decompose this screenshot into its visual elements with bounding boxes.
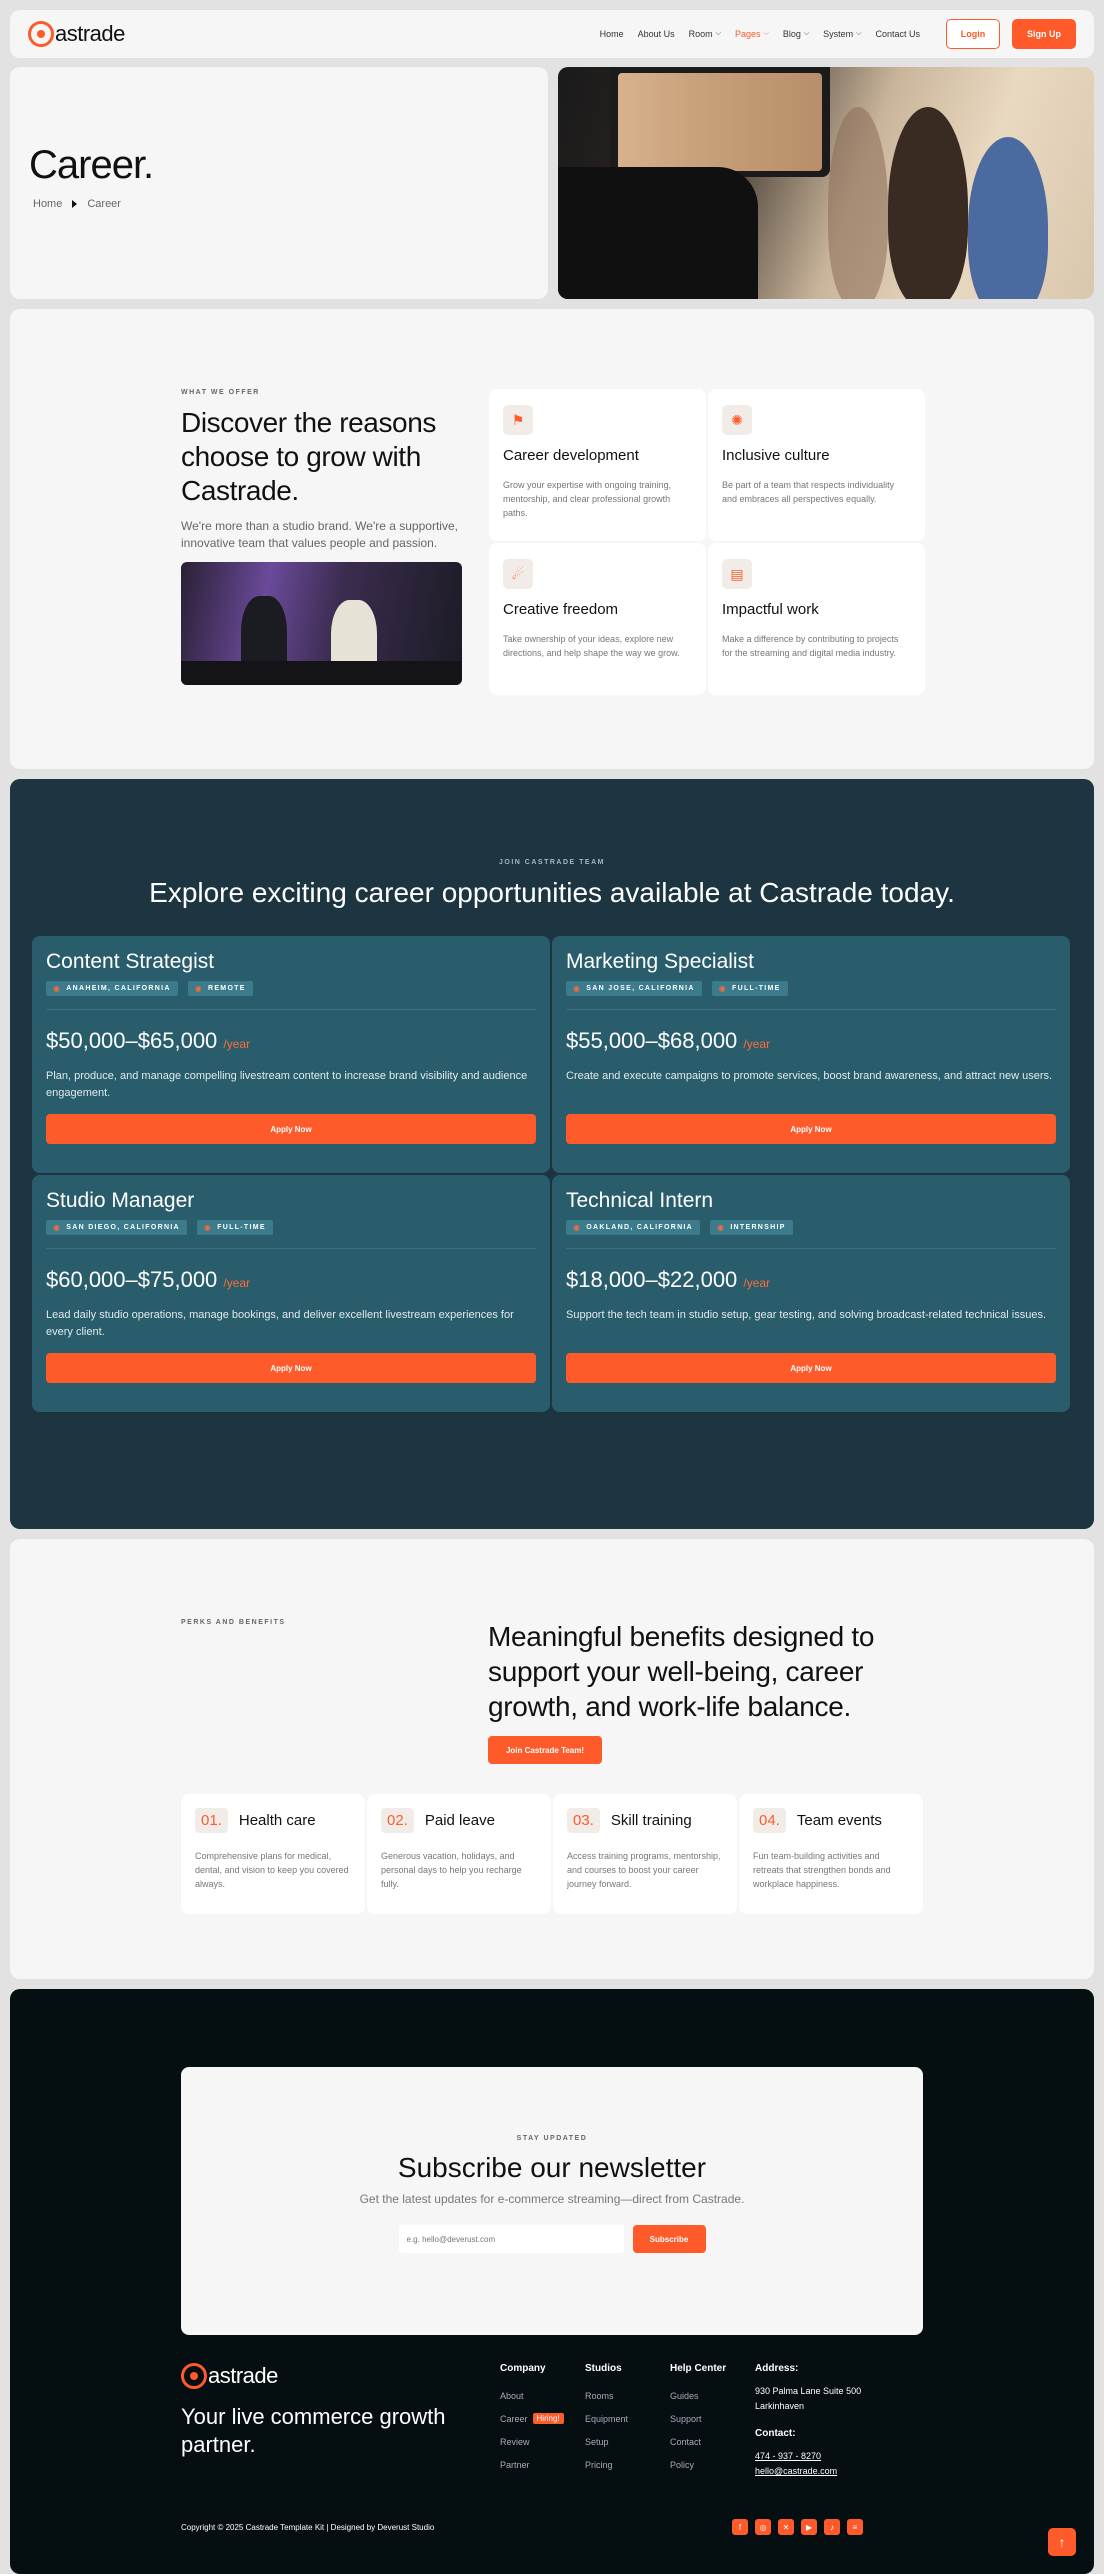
benefit-title: Paid leave [424, 1812, 495, 1829]
site-footer [10, 1989, 1094, 2574]
benefits-title: Meaningful benefits designed to support your well-being, career growth, and work-life balance. [488, 1621, 875, 1722]
scroll-to-top-button[interactable]: ↑ [1048, 2528, 1076, 2556]
footer-columns [500, 2363, 755, 2479]
apply-now-button[interactable]: Apply Now [46, 1114, 536, 1144]
newsletter-email-input[interactable] [399, 2225, 624, 2253]
briefcase-icon: ◉ [717, 1223, 726, 1232]
footer-link-label: Policy [670, 2459, 695, 2470]
offer-cards [489, 389, 925, 769]
footer-link-label: Contact [670, 2436, 702, 2447]
nav-link-contact-us[interactable] [875, 29, 920, 39]
offer-title: Discover the reasons choose to grow with Castrade. [181, 407, 437, 506]
job-title: Studio Manager [46, 1189, 195, 1212]
newsletter-kicker: STAY UPDATED [516, 2135, 588, 2142]
location-label: ANAHEIM, CALIFORNIA [66, 985, 171, 992]
location-tag [46, 1220, 187, 1235]
job-type-label: FULL-TIME [732, 985, 781, 992]
benefit-text: Fun team-building activities and retreats that strengthen bonds and workplace happiness. [753, 1851, 891, 1889]
hero-text [10, 67, 548, 299]
location-pin-icon: ◉ [53, 1223, 62, 1232]
job-salary [46, 1267, 536, 1293]
offer-intro [181, 389, 462, 769]
offer-card-title: Career development [503, 447, 639, 464]
footer-link-label: Partner [500, 2459, 530, 2470]
footer-links-row [181, 2363, 923, 2479]
careers-kicker: JOIN CASTRADE TEAM [499, 859, 605, 866]
benefit-number: 03. [567, 1808, 600, 1833]
job-divider [46, 1009, 536, 1010]
aperture-icon: ✺ [722, 405, 752, 435]
x-icon[interactable]: ✕ [778, 2519, 794, 2535]
offer-card-text: Grow your expertise with ongoing training, mentorship, and clear professional growth paths. [503, 480, 672, 518]
salary-range: $50,000–$65,000 [46, 1028, 218, 1053]
footer-link[interactable] [500, 2384, 585, 2407]
logo-mark-icon [28, 21, 54, 47]
footer-contact [755, 2363, 905, 2479]
footer-link[interactable] [500, 2430, 585, 2453]
footer-link-label: Rooms [585, 2390, 614, 2401]
address-text: 930 Palma Lane Suite 500 Larkinhaven [755, 2386, 862, 2411]
nav-link-room[interactable] [689, 29, 721, 39]
footer-link[interactable] [670, 2430, 755, 2453]
chevron-down-icon: ⌵ [763, 30, 769, 37]
footer-link[interactable] [670, 2453, 755, 2476]
offer-card-title: Inclusive culture [722, 447, 830, 464]
nav-links [600, 29, 920, 39]
person-figure [828, 107, 888, 299]
satellite-icon: ☄ [503, 559, 533, 589]
footer-link-label: Support [670, 2413, 702, 2424]
page-title: Career. [29, 143, 154, 187]
benefit-text: Comprehensive plans for medical, dental, and vision to keep you covered always. [195, 1851, 349, 1889]
newsletter-form [181, 2225, 923, 2253]
person-figure [968, 137, 1048, 299]
location-tag [566, 1220, 700, 1235]
job-salary [566, 1267, 1056, 1293]
footer-link-label: Setup [585, 2436, 609, 2447]
nav-link-label: Room [688, 29, 713, 39]
job-type-label: REMOTE [207, 985, 246, 992]
logo-mark-icon [181, 2363, 207, 2389]
benefit-title: Skill training [610, 1812, 692, 1829]
footer-link-list [500, 2384, 585, 2476]
camera-body [558, 167, 758, 299]
apply-now-button[interactable]: Apply Now [566, 1114, 1056, 1144]
footer-link-label: Guides [670, 2390, 699, 2401]
benefit-text: Access training programs, mentorship, and courses to boost your career journey forward. [567, 1851, 721, 1889]
footer-column-heading: Help Center [670, 2363, 727, 2374]
briefcase-icon: ◉ [718, 984, 728, 993]
contact-heading: Contact: [755, 2428, 796, 2439]
footer-link[interactable] [670, 2384, 755, 2407]
benefit-title: Health care [238, 1812, 316, 1829]
job-type-label: FULL-TIME [217, 1224, 266, 1231]
location-tag [46, 981, 178, 996]
offer-card-text: Be part of a team that respects individuality and embraces all perspectives equally. [722, 480, 895, 504]
location-label: OAKLAND, CALIFORNIA [586, 1224, 694, 1231]
job-tags [46, 981, 536, 996]
benefit-number: 01. [195, 1808, 228, 1833]
person-figure [888, 107, 968, 299]
job-type-tag [712, 981, 788, 996]
top-navbar [10, 10, 1094, 58]
team-photo [181, 562, 462, 685]
job-divider [46, 1248, 536, 1249]
job-card [552, 936, 1070, 1173]
job-type-tag [188, 981, 253, 996]
footer-link[interactable] [585, 2384, 670, 2407]
address-heading: Address: [755, 2363, 799, 2374]
job-title: Marketing Specialist [566, 950, 754, 973]
location-pin-icon: ◉ [573, 1223, 582, 1232]
footer-column-help-center [670, 2363, 755, 2479]
benefit-header [381, 1808, 537, 1833]
chevron-down-icon: ⌵ [715, 30, 721, 37]
benefits-left [181, 1619, 488, 1764]
job-salary [46, 1028, 536, 1054]
salary-period: /year [743, 1276, 771, 1290]
careers-title: Explore exciting career opportunities available at Castrade today. [149, 877, 955, 908]
location-pin-icon: ◉ [53, 984, 62, 993]
footer-link-label: About [500, 2390, 524, 2401]
footer-link-label: Equipment [585, 2413, 629, 2424]
footer-link-label: Career [500, 2413, 528, 2424]
salary-period: /year [743, 1037, 771, 1051]
benefit-number: 02. [381, 1808, 414, 1833]
job-salary [566, 1028, 1056, 1054]
apply-now-button[interactable]: Apply Now [46, 1353, 536, 1383]
briefcase-icon: ◉ [194, 984, 203, 993]
youtube-icon[interactable]: ▶ [801, 2519, 817, 2535]
salary-range: $55,000–$68,000 [566, 1028, 738, 1053]
auth-buttons [946, 19, 1076, 49]
job-list [32, 936, 1072, 1412]
offer-card-text: Take ownership of your ideas, explore new directions, and help shape the way we grow. [503, 634, 680, 658]
benefit-card [739, 1794, 923, 1914]
footer-column-studios [585, 2363, 670, 2479]
nav-link-label: Contact Us [875, 29, 920, 39]
newsletter-box [181, 2067, 923, 2335]
job-type-label: INTERNSHIP [730, 1224, 786, 1231]
benefit-header [753, 1808, 909, 1833]
footer-link[interactable] [670, 2407, 755, 2430]
apply-now-button[interactable]: Apply Now [566, 1353, 1056, 1383]
breadcrumb-arrow-icon [72, 200, 77, 208]
footer-link[interactable] [500, 2453, 585, 2476]
benefit-number: 04. [753, 1808, 786, 1833]
location-label: SAN DIEGO, CALIFORNIA [66, 1224, 180, 1231]
site-logo[interactable] [28, 21, 125, 47]
footer-link[interactable] [585, 2453, 670, 2476]
breadcrumb-current: Career [87, 198, 121, 210]
megaphone-icon: ⚑ [503, 405, 533, 435]
signup-button[interactable]: Sign Up [1012, 19, 1076, 49]
footer-column-company [500, 2363, 585, 2479]
job-tags [46, 1220, 536, 1235]
footer-column-heading: Company [500, 2363, 546, 2374]
footer-tagline: Your live commerce growth partner. [181, 2404, 446, 2457]
nav-link-label: Pages [734, 29, 761, 39]
benefit-header [567, 1808, 723, 1833]
offer-description: We're more than a studio brand. We're a supportive, innovative team that values people and passion. [181, 519, 458, 550]
footer-link[interactable] [585, 2430, 670, 2453]
salary-range: $18,000–$22,000 [566, 1267, 738, 1292]
job-description: Create and execute campaigns to promote services, boost brand awareness, and attract new users. [566, 1070, 1053, 1082]
benefits-section [10, 1539, 1094, 1979]
job-title: Content Strategist [46, 950, 215, 973]
salary-period: /year [223, 1276, 251, 1290]
phone-link[interactable]: 474 - 937 - 8270 [755, 2451, 822, 2461]
nav-link-label: Home [599, 29, 624, 39]
job-tags [566, 1220, 1056, 1235]
nav-link-home[interactable] [600, 29, 624, 39]
benefit-card [367, 1794, 551, 1914]
nav-link-about-us[interactable] [638, 29, 675, 39]
nav-link-label: Blog [782, 29, 801, 39]
location-tag [566, 981, 702, 996]
hero-section [10, 67, 1094, 299]
offer-card-title: Impactful work [722, 601, 819, 618]
offer-card [489, 543, 706, 695]
benefits-kicker: PERKS AND BENEFITS [181, 1619, 286, 1626]
job-divider [566, 1009, 1056, 1010]
salary-period: /year [223, 1037, 251, 1051]
footer-link-list [670, 2384, 755, 2476]
offer-card [708, 543, 925, 695]
job-type-tag [197, 1220, 273, 1235]
chevron-down-icon: ⌵ [856, 30, 862, 37]
nav-link-pages[interactable] [735, 29, 769, 39]
nav-link-blog[interactable] [783, 29, 809, 39]
location-label: SAN JOSE, CALIFORNIA [586, 985, 695, 992]
benefit-text: Generous vacation, holidays, and personal days to help you recharge fully. [381, 1851, 522, 1889]
footer-link-label: Pricing [585, 2459, 613, 2470]
breadcrumb-home[interactable]: Home [33, 198, 63, 210]
chevron-down-icon: ⌵ [803, 30, 810, 37]
job-description: Lead daily studio operations, manage bookings, and deliver excellent livestream experiences for every client. [46, 1309, 514, 1338]
offer-card [489, 389, 706, 541]
job-title: Technical Intern [566, 1189, 714, 1212]
job-card [32, 936, 550, 1173]
offer-card [708, 389, 925, 541]
tiktok-icon[interactable]: ♪ [824, 2519, 840, 2535]
email-link[interactable]: hello@castrade.com [755, 2466, 838, 2476]
footer-link-label: Review [500, 2436, 530, 2447]
breadcrumb [29, 198, 548, 210]
camera-monitor [610, 67, 830, 177]
newsletter-description: Get the latest updates for e-commerce streaming—direct from Castrade. [359, 2192, 745, 2206]
document-icon: ▤ [722, 559, 752, 589]
job-divider [566, 1248, 1056, 1249]
offer-card-title: Creative freedom [503, 601, 619, 618]
location-pin-icon: ◉ [573, 984, 582, 993]
benefit-header [195, 1808, 351, 1833]
social-links [732, 2519, 863, 2535]
join-team-button[interactable]: Join Castrade Team! [488, 1736, 602, 1764]
benefit-title: Team events [796, 1812, 882, 1829]
benefits-header [181, 1619, 923, 1764]
footer-column-heading: Studios [585, 2363, 622, 2374]
job-card [552, 1175, 1070, 1412]
benefit-card [553, 1794, 737, 1914]
offer-section [10, 309, 1094, 769]
offer-card-text: Make a difference by contributing to projects for the streaming and digital media industry. [722, 634, 899, 658]
copyright-text: Copyright © 2025 Castrade Template Kit | Designed by Deverust Studio [181, 2522, 435, 2532]
subscribe-button[interactable]: Subscribe [633, 2225, 706, 2253]
hero-image [558, 67, 1094, 299]
instagram-icon[interactable]: ◎ [755, 2519, 771, 2535]
briefcase-icon: ◉ [203, 1223, 213, 1232]
salary-range: $60,000–$75,000 [46, 1267, 218, 1292]
footer-link[interactable] [500, 2407, 585, 2430]
job-type-tag [710, 1220, 793, 1235]
hiring-badge: Hiring! [533, 2413, 564, 2424]
login-button[interactable]: Login [946, 19, 1000, 49]
offer-kicker: WHAT WE OFFER [181, 389, 260, 396]
footer-link-list [585, 2384, 670, 2476]
footer-logo[interactable] [181, 2363, 500, 2389]
logo-text: astrade [208, 2363, 278, 2388]
job-description: Plan, produce, and manage compelling livestream content to increase brand visibility and audience engagement. [46, 1070, 528, 1099]
rss-icon[interactable]: ≡ [847, 2519, 863, 2535]
job-description: Support the tech team in studio setup, gear testing, and solving broadcast-related technical issues. [566, 1309, 1047, 1321]
logo-text: astrade [55, 21, 125, 46]
careers-section [10, 779, 1094, 1529]
benefit-cards [181, 1794, 923, 1914]
footer-link[interactable] [585, 2407, 670, 2430]
benefits-right [488, 1619, 918, 1764]
newsletter-title: Subscribe our newsletter [397, 2152, 707, 2183]
job-tags [566, 981, 1056, 996]
nav-link-label: About Us [637, 29, 675, 39]
facebook-icon[interactable]: f [732, 2519, 748, 2535]
footer-bottom [181, 2519, 923, 2535]
job-card [32, 1175, 550, 1412]
nav-link-system[interactable] [823, 29, 861, 39]
benefit-card [181, 1794, 365, 1914]
footer-brand [181, 2363, 500, 2479]
nav-link-label: System [823, 29, 854, 39]
